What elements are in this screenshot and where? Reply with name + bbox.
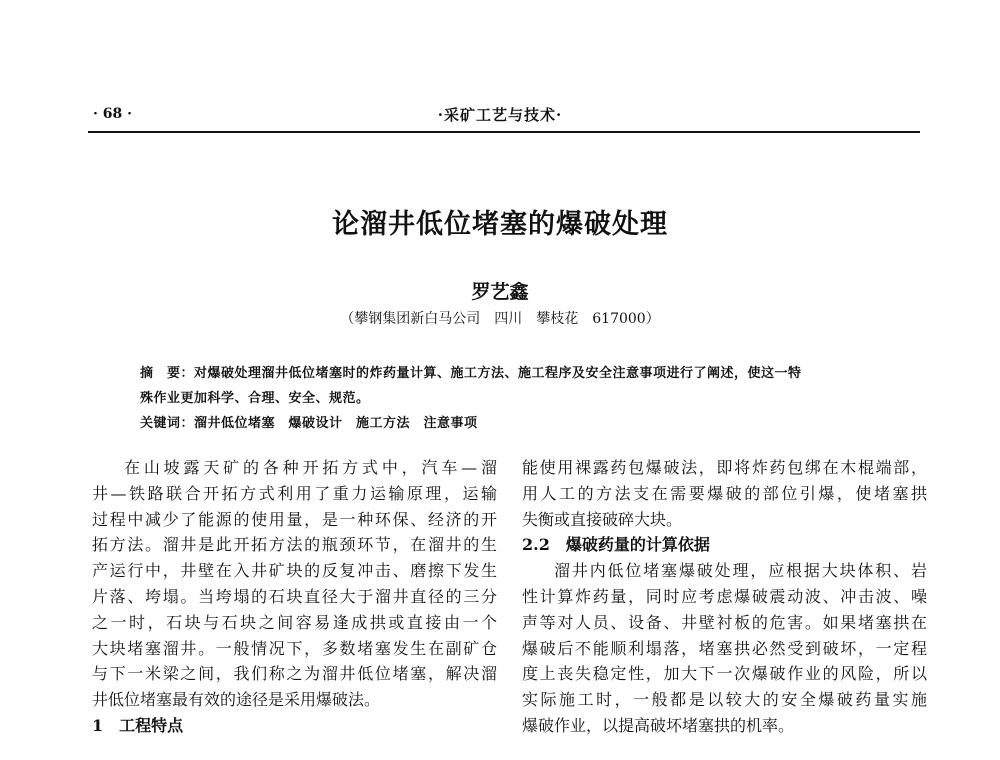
body-line: 大块堵塞溜井。一般情况下，多数堵塞发生在副矿仓: [92, 638, 497, 658]
body-line: 溜井内低位堵塞爆破处理，应根据大块体积、岩: [554, 561, 927, 581]
author-name: 罗艺鑫: [471, 281, 529, 303]
body-line: 片落、垮塌。当垮塌的石块直径大于溜井直径的三分: [92, 586, 497, 606]
body-line: 井低位堵塞最有效的途径是采用爆破法。: [92, 690, 381, 710]
body-line: 井—铁路联合开拓方式利用了重力运输原理，运输: [92, 483, 497, 503]
body-line: 实际施工时，一般都是以较大的安全爆破药量实施: [522, 690, 927, 710]
body-line: 与下一米梁之间，我们称之为溜井低位堵塞，解决溜: [92, 664, 497, 684]
section-heading: 1 工程特点: [92, 715, 184, 735]
body-line: 声等对人员、设备、井壁衬板的危害。如果堵塞拱在: [522, 612, 927, 632]
section-heading: 2.2 爆破药量的计算依据: [522, 535, 710, 555]
body-line: 爆破后不能顺利塌落，堵塞拱必然受到破坏，一定程: [522, 638, 927, 658]
body-line: 能使用裸露药包爆破法，即将炸药包绑在木棍端部，: [522, 458, 927, 477]
body-line: 失衡或直接破碎大块。: [522, 509, 683, 529]
body-line: 度上丧失稳定性，加大下一次爆破作业的风险，所以: [522, 664, 927, 684]
body-line: 过程中减少了能源的使用量，是一种环保、经济的开: [92, 509, 497, 529]
body-column-right: [522, 455, 927, 739]
body-line: 之一时，石块与石块之间容易逢成拱或直接由一个: [92, 612, 497, 632]
body-line: 拓方法。溜井是此开拓方法的瓶颈环节，在溜井的生: [92, 535, 497, 555]
body-line: 性计算炸药量，同时应考虑爆破震动波、冲击波、噪: [522, 586, 927, 606]
body-line: 在山坡露天矿的各种开拓方式中，汽车—溜: [124, 458, 497, 477]
paper-title: 论溜井低位堵塞的爆破处理: [332, 209, 668, 240]
keywords: 关键词：溜井低位堵塞 爆破设计 施工方法 注意事项: [140, 416, 478, 431]
abstract-line-2: 殊作业更加科学、合理、安全、规范。: [140, 391, 370, 406]
body-line: 产运行中，井壁在入井矿块的反复冲击、磨擦下发生: [92, 561, 497, 581]
author-affiliation: （攀钢集团新白马公司 四川 攀枝花 617000）: [340, 311, 660, 327]
running-header: ·采矿工艺与技术·: [437, 106, 563, 124]
page-number: · 68 ·: [93, 106, 132, 122]
header-rule: [88, 131, 920, 133]
body-line: 用人工的方法支在需要爆破的部位引爆，使堵塞拱: [522, 483, 927, 503]
body-line: 爆破作业，以提高破坏堵塞拱的机率。: [522, 715, 795, 735]
abstract-line-1: 摘 要：对爆破处理溜井低位堵塞时的炸药量计算、施工方法、施工程序及安全注意事项进行了阐述，使这一特: [140, 366, 802, 381]
body-column-left: [92, 455, 497, 739]
